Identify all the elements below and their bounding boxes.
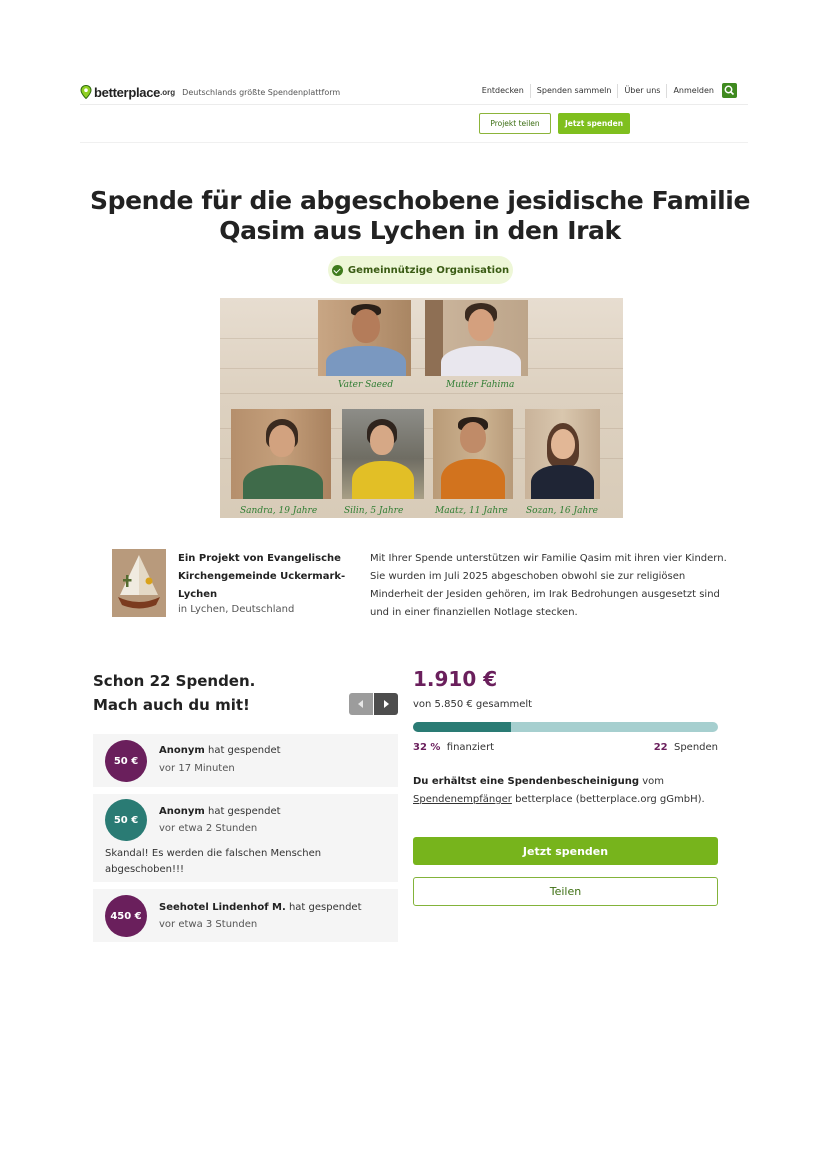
caption-father: Vater Saeed (338, 380, 394, 390)
photo-sozan (525, 409, 600, 499)
photo-silin (342, 409, 424, 499)
main-nav (476, 84, 720, 98)
donations-heading-line-1: Schon 22 Spenden. (93, 672, 256, 690)
donation-time: vor etwa 2 Stunden (159, 823, 258, 834)
project-location: in Lychen, Deutschland (178, 604, 295, 615)
donation-card (93, 794, 398, 882)
prev-button[interactable] (349, 693, 373, 715)
funding-goal: von 5.850 € gesammelt (413, 699, 533, 710)
site-header (80, 80, 748, 142)
photo-maatz (433, 409, 513, 499)
search-button[interactable] (722, 83, 737, 98)
photo-mother (425, 300, 528, 376)
title-line-1: Spende für die abgeschobene jesidische Familie (89, 186, 751, 215)
location-pin-icon (80, 85, 92, 99)
donations-pager (349, 693, 398, 715)
section-divider (80, 142, 748, 143)
nav-spenden-sammeln[interactable]: Spenden sammeln (531, 84, 619, 98)
receipt-info (413, 773, 723, 809)
percent-value: 32 % (413, 742, 441, 753)
percent-funded (413, 742, 494, 753)
donations-heading-line-2: Mach auch du mit! (93, 696, 250, 714)
chevron-left-icon (358, 700, 363, 708)
donor-suffix: hat gespendet (288, 902, 362, 913)
header-donate-button[interactable]: Jetzt spenden (558, 113, 630, 134)
next-button[interactable] (374, 693, 398, 715)
chevron-right-icon (384, 700, 389, 708)
recipient-link[interactable]: Spendenempfänger (413, 794, 512, 805)
project-organization[interactable]: Ein Projekt von Evangelische Kirchengemeinde Uckermark-Lychen (178, 553, 346, 600)
receipt-bold: Du erhältst eine Spendenbescheinigung (413, 776, 640, 787)
donation-amount: 50 € (105, 799, 147, 841)
verified-badge (328, 256, 513, 284)
nav-entdecken[interactable]: Entdecken (476, 84, 531, 98)
donor-name: Seehotel Lindenhof M. (159, 902, 286, 913)
donation-time: vor 17 Minuten (159, 763, 235, 774)
project-description: Mit Ihrer Spende unterstützen wir Familie Qasim mit ihren vier Kindern. Sie wurden im Juli 2025 abgeschoben obwohl sie zur religiösen Minderheit der Jesiden gehören, im Irak Bedrohungen ausgesetzt sind und in einer finanziellen Notlage stecken. (370, 553, 727, 618)
header-divider (80, 104, 748, 105)
donation-amount: 50 € (105, 740, 147, 782)
donor-line (159, 902, 362, 913)
donor-name: Anonym (159, 745, 205, 756)
nav-anmelden[interactable]: Anmelden (673, 86, 714, 95)
count-label: Spenden (673, 742, 718, 753)
caption-sandra: Sandra, 19 Jahre (240, 506, 318, 516)
receipt-vom: vom (642, 776, 665, 787)
amount-raised: 1.910 € (413, 667, 498, 691)
donations-heading (93, 669, 255, 717)
hero-image (220, 298, 623, 518)
donation-card (93, 734, 398, 787)
donation-message: Skandal! Es werden die falschen Menschen abgeschoben!!! (105, 848, 322, 875)
donation-count (654, 742, 718, 753)
logo[interactable] (80, 82, 340, 102)
donation-amount: 450 € (105, 895, 147, 937)
count-value: 22 (653, 742, 668, 753)
page-title (80, 186, 760, 246)
donor-suffix: hat gespendet (207, 806, 281, 817)
logo-suffix: .org (160, 87, 176, 97)
percent-label: finanziert (446, 742, 495, 753)
donor-name: Anonym (159, 806, 205, 817)
donate-button[interactable]: Jetzt spenden (413, 837, 718, 865)
receipt-rest: betterplace (betterplace.org gGmbH). (515, 794, 705, 805)
donor-suffix: hat gespendet (207, 745, 281, 756)
photo-sandra (231, 409, 331, 499)
organization-logo[interactable] (112, 549, 166, 617)
church-logo-icon (112, 549, 166, 617)
search-icon (722, 83, 737, 98)
caption-silin: Silin, 5 Jahre (344, 506, 404, 516)
progress-fill (413, 722, 511, 732)
caption-sozan: Sozan, 16 Jahre (526, 506, 598, 516)
project-share-button[interactable]: Projekt teilen (479, 113, 551, 134)
donor-line (159, 745, 281, 756)
progress-bar (413, 722, 718, 732)
caption-mother: Mutter Fahima (446, 380, 515, 390)
badge-label: Gemeinnützige Organisation (347, 264, 510, 276)
share-button[interactable]: Teilen (413, 877, 718, 906)
donor-line (159, 806, 281, 817)
tagline: Deutschlands größte Spendenplattform (182, 87, 341, 97)
donation-card (93, 889, 398, 942)
logo-text: betterplace (94, 84, 161, 100)
donation-time: vor etwa 3 Stunden (159, 919, 258, 930)
caption-maatz: Maatz, 11 Jahre (435, 506, 508, 516)
title-line-2: Qasim aus Lychen in den Irak (219, 216, 621, 245)
nav-ueber-uns[interactable]: Über uns (618, 84, 667, 98)
photo-father (318, 300, 411, 376)
check-circle-icon (332, 265, 343, 276)
